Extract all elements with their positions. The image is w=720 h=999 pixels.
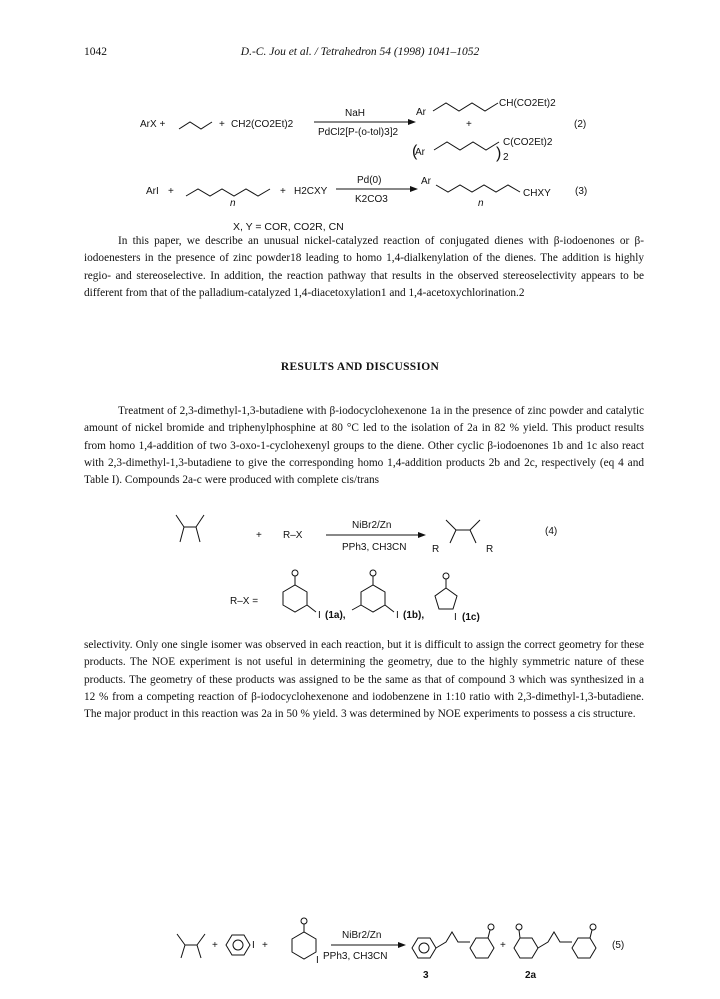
- eq5-product-plus: +: [500, 940, 506, 951]
- eq3-diene-n: n: [230, 198, 236, 209]
- iodobenzene: [226, 935, 250, 955]
- butadiene-eq2: [179, 122, 212, 129]
- eq2-product2-sub: 2: [503, 152, 509, 163]
- eq2-reagent-top: NaH: [345, 108, 366, 119]
- section-title: RESULTS AND DISCUSSION: [280, 361, 440, 373]
- eq3-plus1: +: [168, 186, 174, 197]
- xy-definition: X, Y = COR, CO2R, CN: [233, 221, 344, 233]
- eq3-ari: ArI: [146, 186, 159, 197]
- eq2-product1-ar: Ar: [416, 107, 426, 118]
- eq2-product-plus: +: [466, 119, 472, 130]
- product2-chain-eq2: [434, 142, 499, 150]
- eq4-plus: +: [256, 530, 262, 541]
- eq4-rx: R–X: [283, 530, 303, 541]
- eq4-iodo-1b: I: [396, 610, 399, 621]
- eq5-reagent-top: NiBr2/Zn: [342, 930, 382, 941]
- product1-chain-eq2: [433, 103, 498, 111]
- eq4-label-1b: (1b),: [403, 610, 425, 621]
- eq2-open-paren: (: [412, 143, 418, 160]
- eq3-reagent-bottom: K2CO3: [355, 194, 388, 205]
- eq4-product-r-right: R: [486, 544, 494, 555]
- eq4-label: (4): [545, 526, 558, 537]
- eq3-plus2: +: [280, 186, 286, 197]
- eq3-label: (3): [575, 186, 588, 197]
- iodoenone-1b: [352, 570, 394, 612]
- eq4-iodo-1c: I: [454, 612, 457, 623]
- product-skeleton-eq4: [446, 520, 480, 543]
- eq2-close-paren: ): [496, 145, 502, 162]
- intro-paragraph: In this paper, we describe an unusual nickel-catalyzed reaction of conjugated dienes with β-iodoenones or β-iodoenesters in the presence of zinc powder18 leading to homo 1,4-dialkenylation of the dienes. The addition is highly regio- and stereoselective. In addition, the reaction pathway that results in the observed stereoselectivity appears to be different from that of the palladium-catalyzed 1,4-diacetoxylation1 and 1,4-acetoxychlorination.2: [84, 235, 644, 299]
- eq2-product1-group: CH(CO2Et)2: [499, 98, 556, 109]
- eq4-product-r-left: R: [432, 544, 440, 555]
- eq4-label-1c: (1c): [462, 612, 480, 623]
- eq2-reagent-bottom: PdCl2[P-(o-tol)3]2: [318, 127, 399, 138]
- eq3-product-group: CHXY: [523, 188, 551, 199]
- eq2-product2-group: C(CO2Et)2: [503, 137, 553, 148]
- eq2-arx: ArX +: [140, 119, 166, 130]
- compound-2a-label: 2a: [525, 970, 537, 981]
- eq2-plus: +: [219, 119, 225, 130]
- eq5-plus2: +: [262, 940, 268, 951]
- compound-3-label: 3: [423, 970, 429, 981]
- running-title: D.-C. Jou et al. / Tetrahedron 54 (1998) 1041–1052: [240, 46, 480, 58]
- page-number: 1042: [84, 46, 107, 58]
- eq2-product2-ar: Ar: [415, 147, 425, 158]
- results-paragraph-1: Treatment of 2,3-dimethyl-1,3-butadiene with β-iodocyclohexenone 1a in the presence of zinc powder and catalytic amount of nickel bromide and triphenylphosphine at 80 °C led to the isolation of 2a in 82 % yield. This product results from homo 1,4-addition of two 3-oxo-1-cyclohexenyl groups to the diene. Other cyclic β-iodoenones 1b and 1c also react with 2,3-dimethyl-1,3-butadiene to give the corresponding homo 1,4-addition products 2b and 2c, respectively (eq 4 and Table I). Compounds 2a-c were produced with complete cis/trans: [84, 405, 644, 487]
- iodocyclohexenone-eq5: [292, 918, 316, 959]
- eq3-h2cxy: H2CXY: [294, 186, 328, 197]
- dimethylbutadiene-eq4: [176, 515, 204, 542]
- iodoenone-1c: [435, 573, 457, 609]
- eq5-iodo-enone: I: [316, 955, 319, 966]
- eq2-label: (2): [574, 119, 587, 130]
- dimethylbutadiene-eq5: [177, 934, 205, 958]
- product-chain-eq3: [436, 185, 520, 192]
- eq5-label: (5): [612, 940, 625, 951]
- eq2-malonate: CH2(CO2Et)2: [231, 119, 294, 130]
- eq5-iodo-benzene: I: [252, 940, 255, 951]
- eq4-iodo-1a: I: [318, 610, 321, 621]
- iodoenone-1a: [283, 570, 316, 612]
- eq3-product-ar: Ar: [421, 176, 431, 187]
- eq3-reagent-top: Pd(0): [357, 175, 382, 186]
- eq4-label-1a: (1a),: [325, 610, 346, 621]
- results-paragraph-2: selectivity. Only one single isomer was observed in each reaction, but it is difficult to assign the correct geometry for these products. The NOE experiment is not useful in determining the geometry, due to the highly symmetric nature of these products. The geometry of these products was assigned to be the same as that of compound 3 which was synthesized in a 12 % from a competing reaction of β-iodocyclohexenone and iodobenzene in 1:10 ratio with 2,3-dimethyl-1,3-butadiene. The major product in this reaction was 2a in 50 % yield. 3 was determined by NOE experiments to possess a cis structure.: [84, 639, 644, 721]
- eq5-plus1: +: [212, 940, 218, 951]
- eq4-reagent-bottom: PPh3, CH3CN: [342, 542, 407, 553]
- product-2a-structure: [514, 924, 596, 958]
- diene-eq3: [186, 189, 270, 196]
- eq5-reagent-bottom: PPh3, CH3CN: [323, 951, 388, 962]
- eq4-reagent-top: NiBr2/Zn: [352, 520, 392, 531]
- eq3-product-n: n: [478, 198, 484, 209]
- product-3-structure: [412, 924, 494, 958]
- eq4-rx-equals: R–X =: [230, 596, 259, 607]
